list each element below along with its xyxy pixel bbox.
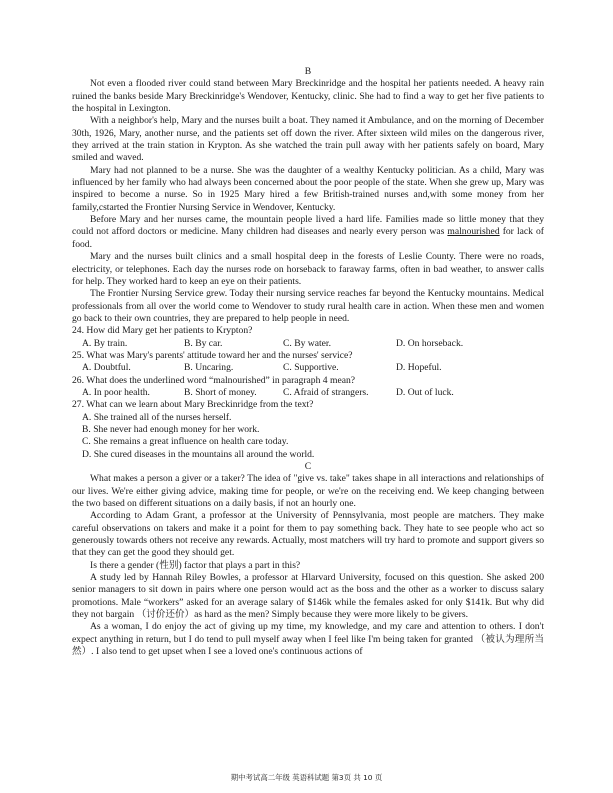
question-27-option-b: B. She never had enough money for her work. [82, 423, 260, 435]
p4-text-after: for lack of food. [72, 226, 544, 250]
option-d: D. On horseback. [396, 337, 464, 349]
option-b: B. Uncaring. [184, 362, 234, 374]
question-25-stem: 25. What was Mary's parents' attitude toward her and the nurses' service? [72, 349, 353, 361]
option-b: B. By car. [184, 337, 223, 349]
passage-b-paragraph-4 [72, 214, 544, 251]
question-26-options [72, 387, 544, 399]
passage-c-paragraph-2: According to Adam Grant, a professor at the University of Pennsylvania, most people are matchers. They make careful observations on takers and make it a point for them to pay something back. They hate to see people who act so generously towards others not receive any rewards. Actually, most matchers will try hard to promote and support givers so that they can get the good they should get. [72, 510, 544, 559]
passage-c-paragraph-4: A study led by Hannah Riley Bowles, a professor at Hlarvard University, focused on this question. She asked 200 senior managers to sit down in pairs where one person would act as the boss and the other as a worker to discuss salary promotions. Male “workers” asked for an average salary of $146k while the females asked for only $141k. But why did they not bargain （讨价还价）as hard as the men? Simply because they were more likely to be givers. [72, 572, 544, 621]
passage-b-paragraph-2: With a neighbor's help, Mary and the nurses built a boat. They named it Ambulance, and on the morning of December 30th, 1926, Mary, another nurse, and the patients set off down the river. After sixteen wild miles on the dangerous river, they arrived at the train station in Krypton. As she watched the train pull away with her patients safely on board, Mary smiled and waved. [72, 115, 544, 164]
question-27-option-d: D. She cured diseases in the mountains all around the world. [82, 448, 315, 460]
option-c: C. Supportive. [283, 362, 339, 374]
question-27-option-c: C. She remains a great influence on health care today. [82, 436, 289, 448]
passage-c-paragraph-1: What makes a person a giver or a taker? The idea of "give vs. take" takes shape in all interactions and relationships of our lives. We're either giving advice, making time for people, or we're on the receiving end. We keep changing between the two based on different situations on a daily basis, if not an hourly one. [72, 473, 544, 510]
section-b-heading: B [304, 66, 312, 77]
question-24-stem: 24. How did Mary get her patients to Krypton? [72, 325, 253, 337]
passage-b-paragraph-3: Mary had not planned to be a nurse. She was the daughter of a wealthy Kentucky politician. As a child, Mary was influenced by her family who had always been concerned about the poor people of the state. When she grew up, Mary was inspired to become a nurse. So in 1925 Mary hired a few British-trained nurses and,with some money from her family,cstarted the Frontier Nursing Service in Wendover, Kentucky. [72, 164, 544, 213]
option-d: D. Out of luck. [396, 386, 454, 398]
option-a: A. By train. [82, 337, 128, 349]
passage-c-paragraph-3: Is there a gender (性别) factor that plays a part in this? [90, 559, 301, 571]
question-25-options [72, 362, 544, 374]
passage-b-paragraph-5: Mary and the nurses built clinics and a small hospital deep in the forests of Leslie County. There were no roads, electricity, or telephones. Each day the nurses rode on horseback to faraway farms, often in bad weather, to answer calls for help. They worked hard to keep an eye on their patients. [72, 251, 544, 287]
passage-b-paragraph-1: Not even a flooded river could stand between Mary Breckinridge and the hospital her patients needed. A heavy rain ruined the banks beside Mary Breckinridge's Wendover, Kentucky, clinic. She had to find a way to get her five patients to the hospital in Lexington. [72, 78, 544, 115]
section-c-heading: C [304, 461, 312, 472]
option-a: A. Doubtful. [82, 362, 131, 374]
passage-c-paragraph-5: As a woman, I do enjoy the act of giving up my time, my knowledge, and my care and attention to others. I don't expect anything in return, but I do tend to pull myself away when I feel like I'm being taken for granted （被认为理所当然）. I also tend to get upset when I see a loved one's continuous actions of [72, 621, 544, 658]
exam-page [72, 66, 544, 659]
p4-text-before: Before Mary and her nurses came, the mountain people lived a hard life. Families made so little money that they could not afford doctors or medicine. Many children had diseases and nearly every person was [72, 214, 544, 238]
question-24-options [72, 338, 544, 350]
option-a: A. In poor health. [82, 386, 150, 398]
passage-b-paragraph-6: The Frontier Nursing Service grew. Today their nursing service reaches far beyond the Kentucky mountains. Medical professionals from all over the world come to Wendover to study rural health care in action. When these men and women go back to their own countries, they are prepared to help people in need. [72, 288, 544, 324]
option-c: C. By water. [283, 337, 331, 349]
underlined-word: malnourished [447, 226, 500, 238]
page-footer: 期中考试高二年级 英语科试题 第3页 共 10 页 [230, 773, 383, 782]
option-c: C. Afraid of strangers. [283, 386, 369, 398]
question-27-stem: 27. What can we learn about Mary Breckinridge from the text? [72, 399, 314, 411]
option-d: D. Hopeful. [396, 362, 442, 374]
option-b: B. Short of money. [184, 386, 257, 398]
question-26-stem: 26. What does the underlined word “malnourished” in paragraph 4 mean? [72, 374, 356, 386]
question-27-option-a: A. She trained all of the nurses herself. [82, 411, 232, 423]
